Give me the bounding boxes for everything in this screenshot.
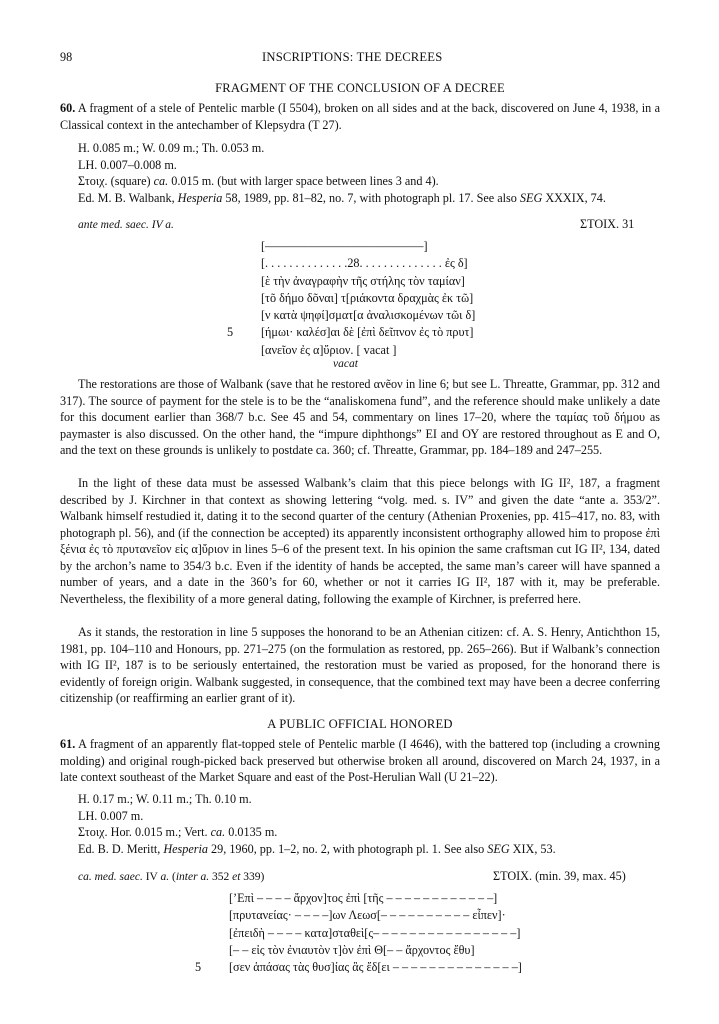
section-60-commentary-2: In the light of these data must be assessed Walbank’s claim that this piece belongs with IG II², 187, a fragment described by J. Kirchner in that context as showing lettering “volg. med. s. IV” and given the date “ante a. 353/2”. Walbank himself restudied it, dating it to the second quarter of the century (Athenian Proxenies, pp. 415–417, no. 83, with photograph pl. 56), and (if the connection be accepted) its apparently inconsistent orthography allowed him to propose ἐπὶ ξένια ἐς τὸ πρυτανεῖον εἰς α]ὔριον in lines 5–6 of the present text. In his opinion the same craftsman cut IG II², 134, dated by the archon’s name to 354/3 b.c. Even if the identity of hands be accepted, the same man’s career will have spanned a number of years, and a date in the 360’s for 60, whether or not it carries IG II², 187 with it, may be preferable. Nevertheless, the flexibility of a more general dating, following the example of Kirchner, is preferred here. [60, 476, 660, 606]
inscription-line: [ὲ τὴν ἀναγραφὴν τῆς στήλης τὸν ταμίαν] [261, 273, 465, 288]
page-number: 98 [60, 50, 73, 64]
inscription-line: [––––––––––––––––––––––––––] [261, 239, 428, 253]
inscription-line: [ἐπειδὴ – – – – κατα]σταθεὶ[ς– – – – – – – – – – – – – – – –] [229, 925, 521, 940]
inscription-line: 5 [ήμωι· καλέσ]αι δὲ [ἐπὶ δεῖπνον ἐς τὸ πρυτ] [227, 325, 474, 340]
inscription-line: [– – εἰς τὸν ἐνιαυτὸν τ]ὸν ἐπὶ Θ[– – ἄρχοντος ἔθυ] [229, 942, 475, 957]
edition: Ed. M. B. Walbank, Hesperia 58, 1989, pp. 81–82, no. 7, with photograph pl. 17. See also SEG XXXIX, 74. [78, 190, 606, 205]
inscription-line: [ν κατὰ ψηφί]σματ[α ἀναλισκομένων τῶι δ] [261, 308, 476, 323]
inscription-line: 5 [σεν ἁπάσας τὰς θυσ]ίας ἃς ἔδ[ει – – – – – – – – – – – – – –] [195, 960, 522, 975]
inscription-line: [’Επὶ – – – – ἄρχον]τος ἐπὶ [τῆς – – – – – – – – – – – –] [229, 891, 498, 905]
section-60-commentary-3: As it stands, the restoration in line 5 supposes the honorand to be an Athenian citizen: cf. A. S. Henry, Antichthon 15, 1981, pp. 104–110 and Honours, pp. 271–275 (on the formulation as restored, pp. 265–266). But if Walbank’s connection with IG II², 187 is to be seriously entertained, the restoration must be varied as proposed, for the honorand there is evidently of foreign origin. Walbank suggested, in consequence, that the combined text may have been a decree conferring citizenship (or reaffirming an earlier grant of it). [60, 625, 660, 705]
entry-number-61: 61. [60, 737, 76, 751]
edition: Ed. B. D. Meritt, Hesperia 29, 1960, pp. 1–2, no. 2, with photograph pl. 1. See also SEG XIX, 53. [78, 841, 556, 856]
section-61-description: 61. A fragment of an apparently flat-topped stele of Pentelic marble (I 4646), with the battered top (including a crowning molding) and original rough-picked back preserved but otherwise broken all around, discovered on March 24, 1937, in a late context southeast of the Market Square and east of the Post-Herulian Wall (U 21–22). [60, 737, 660, 784]
letter-height: LH. 0.007 m. [78, 808, 144, 823]
section-60-description: 60. A fragment of a stele of Pentelic marble (I 5504), broken on all sides and at the back, discovered on June 4, 1938, in a Classical context in the antechamber of Klepsydra (T 27). [60, 101, 660, 132]
stoichedon-spacing: Στοιχ. (square) ca. 0.015 m. (but with larger space between lines 3 and 4). [78, 174, 439, 188]
vacat-note: vacat [333, 358, 358, 370]
section-61-date: ca. med. saec. IV a. (inter a. 352 et 339) [78, 871, 265, 883]
entry-number-60: 60. [60, 101, 76, 115]
inscription-line: [. . . . . . . . . . . . . .28. . . . . . . . . . . . . . ἐς δ] [261, 256, 468, 271]
section-60-commentary-1: The restorations are those of Walbank (save that he restored ανẽον in line 6; but see L. Threatte, Grammar, pp. 312 and 317). The source of payment for the stele is to be the “analiskomena fund”, and the reference should make unlikely a date for this document earlier than 368/7 b.c. See 45 and 54, commentary on lines 17–20, where the ταμίας τοῦ δήμου as paymaster is also discussed. On the other hand, the “impure diphthongs” ΕΙ and ΟΥ are restored throughout as Ε and Ο, and the text on these grounds is unlikely to postdate ca. 360; cf. Threatte, Grammar, pp. 184–189 and 247–255. [60, 377, 660, 457]
stoichedon-spacing: Στοιχ. Hor. 0.015 m.; Vert. ca. 0.0135 m. [78, 825, 278, 839]
dimensions: H. 0.085 m.; W. 0.09 m.; Th. 0.053 m. [78, 141, 265, 155]
section-61-stoich: ΣΤΟΙΧ. (min. 39, max. 45) [493, 869, 626, 883]
inscription-line: [πρυτανείας· – – – –]ων Λεωσ[– – – – – – – – – – εἶπεν]· [229, 908, 506, 923]
letter-height: LH. 0.007–0.008 m. [78, 157, 177, 172]
section-61-title: A PUBLIC OFFICIAL HONORED [267, 717, 453, 731]
inscription-line: [τõ δήμο δõναι] τ[ριάκοντα δραχμὰς ἐκ τῶ] [261, 290, 474, 305]
section-61-inscription [195, 890, 522, 976]
section-60-measurements [78, 140, 606, 206]
section-61-measurements [78, 791, 556, 857]
running-title: INSCRIPTIONS: THE DECREES [262, 50, 443, 64]
section-60-date: ante med. saec. IV a. [78, 219, 174, 231]
section-60-stoich: ΣΤΟΙΧ. 31 [580, 217, 635, 231]
section-60-inscription [227, 238, 476, 359]
inscription-line: [ανεῖον ἐς α]ὔριον. [ vacat ] [261, 342, 397, 357]
dimensions: H. 0.17 m.; W. 0.11 m.; Th. 0.10 m. [78, 792, 252, 806]
section-60-title: FRAGMENT OF THE CONCLUSION OF A DECREE [215, 81, 505, 95]
